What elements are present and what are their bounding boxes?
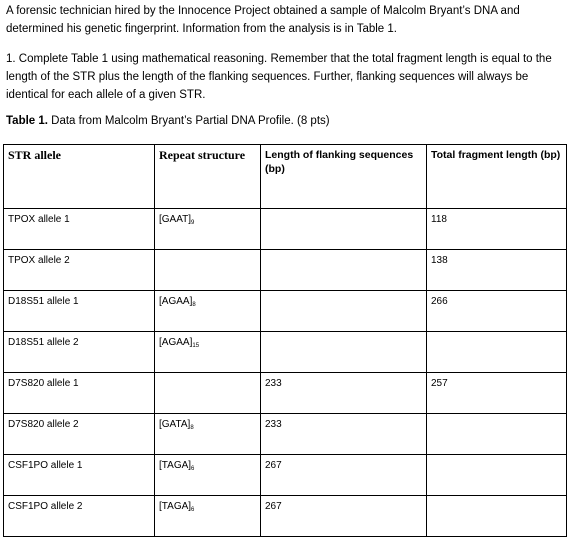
- cell-str-allele: D18S51 allele 2: [4, 332, 155, 373]
- repeat-unit: [GATA]: [159, 419, 191, 430]
- cell-repeat-structure: [155, 496, 261, 537]
- question-paragraph: 1. Complete Table 1 using mathematical reasoning. Remember that the total fragment length is equal to the length of the STR plus the length of the flanking sequences. Further, flanking sequences will always be identical for each allele of a given STR.: [6, 53, 552, 101]
- repeat-count: 6: [191, 466, 195, 472]
- cell-flanking-length: 267: [261, 496, 427, 537]
- cell-str-allele: D7S820 allele 1: [4, 373, 155, 414]
- table-caption-label: Table 1.: [6, 115, 48, 127]
- cell-repeat-structure: [155, 209, 261, 250]
- cell-repeat-structure: [155, 455, 261, 496]
- cell-flanking-length: 233: [261, 414, 427, 455]
- repeat-unit: [TAGA]: [159, 460, 192, 471]
- repeat-count: 8: [190, 425, 194, 431]
- cell-str-allele: D7S820 allele 2: [4, 414, 155, 455]
- table-row: [4, 455, 567, 496]
- cell-flanking-length: [261, 209, 427, 250]
- repeat-unit: [AGAA]: [159, 296, 193, 307]
- cell-str-allele: TPOX allele 2: [4, 250, 155, 291]
- repeat-count: 9: [191, 220, 195, 226]
- repeat-count: 15: [192, 343, 200, 349]
- header-flanking-length: Length of flanking sequences (bp): [261, 145, 427, 209]
- repeat-count: 8: [192, 302, 196, 308]
- cell-total-length: 266: [427, 291, 567, 332]
- repeat-count: 6: [191, 507, 195, 513]
- cell-repeat-structure: [155, 332, 261, 373]
- cell-flanking-length: [261, 332, 427, 373]
- cell-total-length: 257: [427, 373, 567, 414]
- cell-str-allele: CSF1PO allele 1: [4, 455, 155, 496]
- cell-flanking-length: 267: [261, 455, 427, 496]
- table-header-row: [4, 145, 567, 209]
- cell-repeat-structure: [155, 291, 261, 332]
- table-row: [4, 373, 567, 414]
- cell-total-length: 138: [427, 250, 567, 291]
- cell-str-allele: CSF1PO allele 2: [4, 496, 155, 537]
- cell-repeat-structure: [155, 373, 261, 414]
- cell-repeat-structure: [155, 250, 261, 291]
- table-row: [4, 414, 567, 455]
- cell-flanking-length: 233: [261, 373, 427, 414]
- cell-total-length: 118: [427, 209, 567, 250]
- table-row: [4, 291, 567, 332]
- dna-profile-table: [3, 144, 567, 537]
- header-str-allele: STR allele: [4, 145, 155, 209]
- table-row: [4, 332, 567, 373]
- repeat-unit: [GAAT]: [159, 214, 192, 225]
- table-row: [4, 209, 567, 250]
- cell-str-allele: TPOX allele 1: [4, 209, 155, 250]
- cell-total-length: [427, 332, 567, 373]
- cell-total-length: [427, 496, 567, 537]
- intro-paragraph: A forensic technician hired by the Innocence Project obtained a sample of Malcolm Bryant’s DNA and determined his genetic fingerprint. Information from the analysis is in Table 1.: [6, 5, 520, 35]
- header-total-length: Total fragment length (bp): [427, 145, 567, 209]
- table-caption-text: Data from Malcolm Bryant’s Partial DNA Profile. (8 pts): [47, 115, 330, 127]
- header-repeat-structure: Repeat structure: [155, 145, 261, 209]
- repeat-unit: [TAGA]: [159, 501, 192, 512]
- repeat-unit: [AGAA]: [159, 337, 193, 348]
- cell-total-length: [427, 414, 567, 455]
- cell-total-length: [427, 455, 567, 496]
- table-row: [4, 496, 567, 537]
- cell-flanking-length: [261, 291, 427, 332]
- cell-str-allele: D18S51 allele 1: [4, 291, 155, 332]
- cell-repeat-structure: [155, 414, 261, 455]
- cell-flanking-length: [261, 250, 427, 291]
- table-row: [4, 250, 567, 291]
- table-caption: [6, 115, 330, 127]
